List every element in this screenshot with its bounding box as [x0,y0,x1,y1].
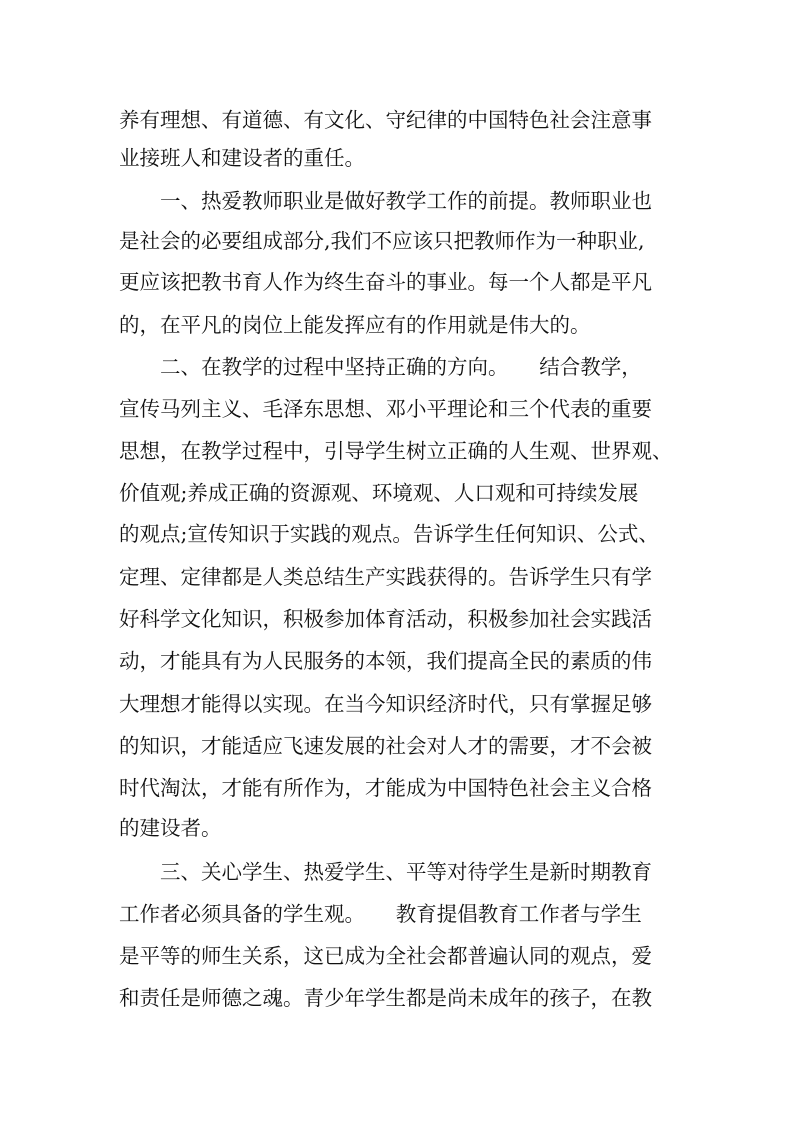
text-line: 好科学文化知识，积极参加体育活动，积极参加社会实践活 [119,607,652,631]
text-line: 和责任是师德之魂。青少年学生都是尚未成年的孩子，在教 [119,986,652,1010]
text-line: 动，才能具有为人民服务的本领，我们提高全民的素质的伟 [119,649,652,673]
text-line: 大理想才能得以实现。在当今知识经济时代，只有掌握足够 [119,692,652,716]
text-line: 时代淘汰，才能有所作为，才能成为中国特色社会主义合格 [119,776,652,800]
paragraph-heading-3: 三、关心学生、热爱学生、平等对待学生是新时期教育 [160,860,652,884]
text-line: 思想，在教学过程中，引导学生树立正确的人生观、世界观、 [119,439,673,463]
text-line: 是平等的师生关系，这已成为全社会都普遍认同的观点，爱 [119,944,652,968]
text-line: 宣传马列主义、毛泽东思想、邓小平理论和三个代表的重要 [119,397,652,421]
text-line: 价值观;养成正确的资源观、环境观、人口观和可持续发展 [119,481,639,505]
text-line: 的，在平凡的岗位上能发挥应有的作用就是伟大的。 [119,313,591,337]
text-line: 是社会的必要组成部分,我们不应该只把教师作为一种职业, [119,229,645,253]
text-line: 的知识，才能适应飞速发展的社会对人才的需要，才不会被 [119,734,652,758]
paragraph-heading-1: 一、热爱教师职业是做好教学工作的前提。教师职业也 [160,189,652,213]
text-line: 更应该把教书育人作为终生奋斗的事业。每一个人都是平凡 [119,270,652,294]
paragraph-heading-2: 二、在教学的过程中坚持正确的方向。 结合教学， [160,355,642,379]
text-line: 的建设者。 [119,816,222,840]
text-line: 工作者必须具备的学生观。 教育提倡教育工作者与学生 [119,902,642,926]
text-line: 业接班人和建设者的重任。 [119,146,365,170]
text-line: 定理、定律都是人类总结生产实践获得的。告诉学生只有学 [119,565,652,589]
text-line: 的观点;宣传知识于实践的观点。告诉学生任何知识、公式、 [119,522,659,546]
text-line: 养有理想、有道德、有文化、守纪律的中国特色社会注意事 [119,108,652,132]
